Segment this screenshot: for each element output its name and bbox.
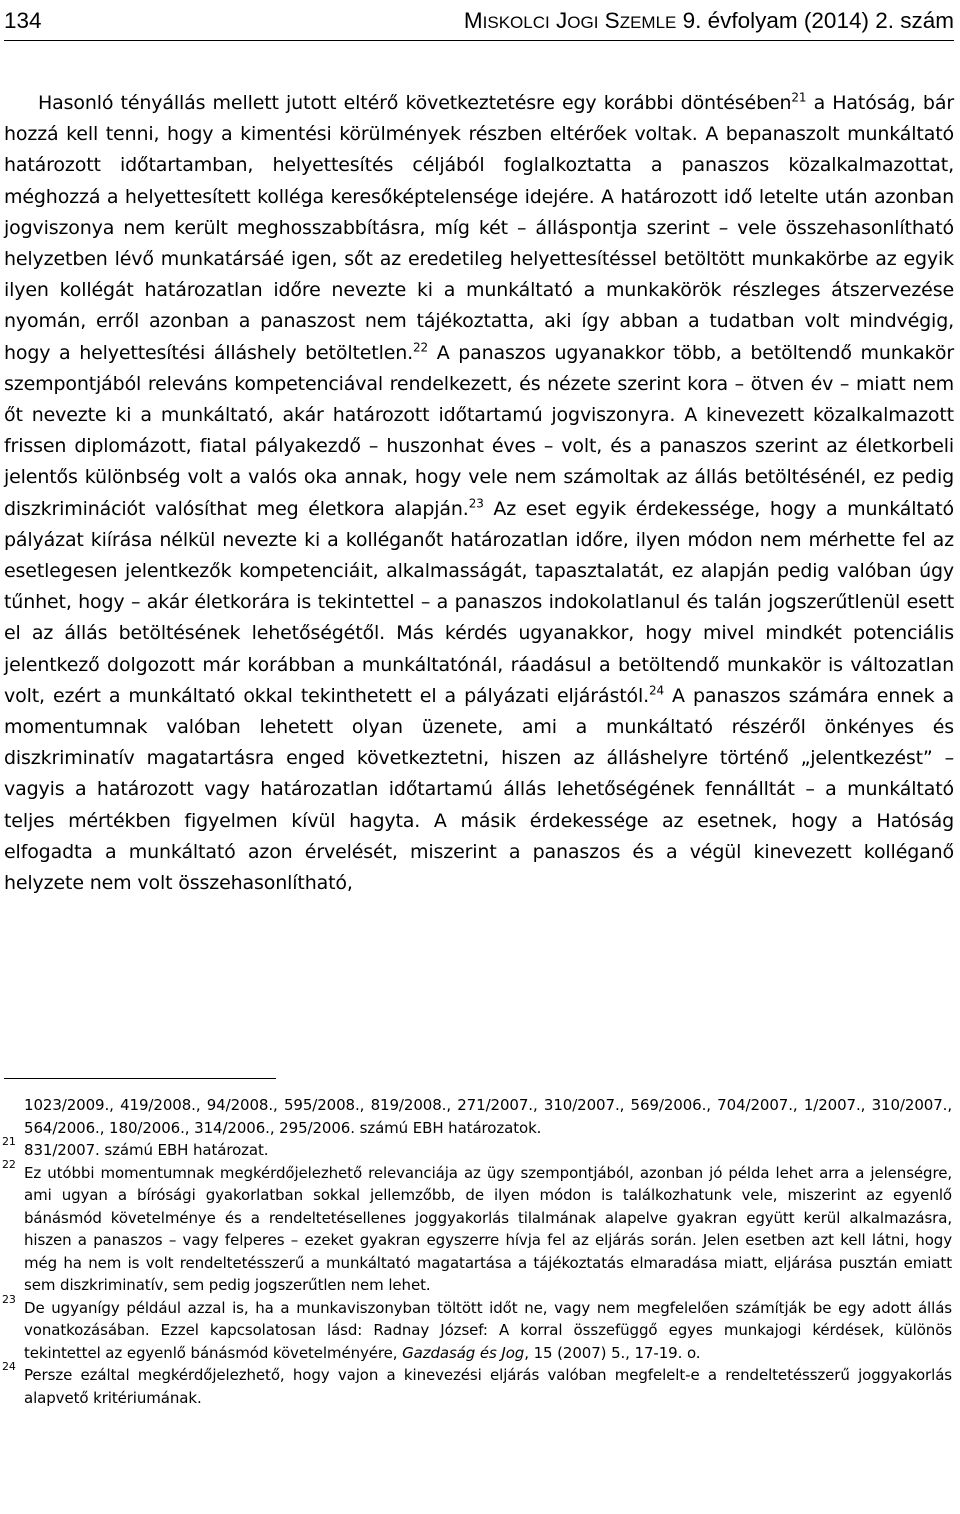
journal-issue: 9. évfolyam (2014) 2. szám [676, 8, 954, 33]
footnote-continuation: 1023/2009., 419/2008., 94/2008., 595/2008., 819/2008., 271/2007., 310/2007., 569/2006., 704/2007., 1/2007., 310/2007., 564/2006., 180/2006., 314/2006., 295/2006. számú EBH határozatok. [24, 1096, 952, 1137]
footnote-number: 21 [2, 1135, 16, 1148]
paragraph: Hasonló tényállás mellett jutott eltérő következtetésre egy korábbi döntésében$^{21}$ a Hatóság, bár hozzá kell tenni, hogy a kimentési körülmények részben eltérőek voltak. A bepanaszolt munkáltató határozott időtartamban, helyettesítés céljából foglalkoztatta a panaszos közalkalmazottat, méghozzá a helyettesített kolléga keresőképtelensége idejére. A határozott idő letelte után azonban jogviszonya nem került meghosszabbításra, míg két – álláspontja szerint – vele összehasonlítható helyzetben lévő munkatársáé igen, sőt az eredetileg helyettesítéssel betöltött munkakörbe az egyik ilyen kollégát határozatlan időre nevezte ki a munkáltató a munkakörök részleges átszervezése nyomán, erről azonban a panaszost nem tájékoztatta, aki így abban a tudatban volt mindvégig, hogy a helyettesítési álláshely betöltetlen.$^{22}$ A panaszos ugyanakkor több, a betöltendő munkakör szempontjából releváns kompetenciával rendelkezett, és nézete szerint kora – ötven év – miatt nem őt nevezte ki a munkáltató, akár határozott időtartamú jogviszonyra. A kinevezett közalkalmazott frissen diplomázott, fiatal pályakezdő – huszonhat éves – volt, és a panaszos szerint az életkorbeli jelentős különbség volt a valós oka annak, hogy vele nem számoltak az állás betöltésénél, ez pedig diszkriminációt valósíthat meg életkora alapján.$^{23}$ Az eset egyik érdekessége, hogy a munkáltató pályázat kiírása nélkül nevezte ki a kolléganőt határozatlan időre, ilyen módon nem mérhette fel az esetlegesen jelentkezők kompetenciáit, alkalmasságát, tapasztalatát, ez alapján pedig valóban úgy tűnhet, hogy – akár életkorára is tekintettel – a panaszos indokolatlanul és talán jogszerűtlenül esett el az állás betöltésének lehetőségétől. Más kérdés ugyanakkor, hogy mivel mindkét potenciális jelentkező dolgozott már korábban a munkáltatónál, ráadásul a betöltendő munkakör is változatlan volt, ezért a munkáltató okkal tekinthetett el a pályázati eljárástól.$^{24}$ A panaszos számára ennek a momentumnak valóban lehetett olyan üzenete, ami a munkáltató részéről önkényes és diszkriminatív magatartásra enged következtetni, hiszen az álláshelyre történő „jelentkezést” – vagyis a határozott vagy határozatlan időtartamú állás lehetőségének fennálltát – a munkáltató teljes mértékben figyelmen kívül hagyta. A másik érdekessége az esetnek, hogy a Hatóság elfogadta a munkáltató azon érvelését, miszerint a panaszos és a végül kinevezett kolléganő helyzete nem volt összehasonlítható, [4, 90, 954, 895]
footnote-23: 23 De ugyanígy például azzal is, ha a munkaviszonyban töltött időt ne, vagy nem megfelelően számítják be egy adott állás vonatkozásában. Ezzel kapcsolatosan lásd: Radnay József: A korral összefüggő egyes munkajogi kérdések, különös tekintettel az egyenlő bánásmód követelményére, Gazdaság és Jog, 15 (2007) 5., 17-19. o. [2, 1292, 952, 1362]
header-rule [4, 40, 954, 41]
footnote-22: 22 Ez utóbbi momentumnak megkérdőjelezhető relevanciája az ügy szempontjából, azonban jó példa lehet arra a jelenségre, ami ugyan a bírósági gyakorlatban sokkal jellemzőbb, de ilyen módon is találkozhatunk vele, miszerint az egyenlő bánásmód követelménye és a rendeltetésellenes joggyakorlás tilalmának alapelve gyakran együtt kerül alkalmazásra, hiszen a panaszos – vagy felperes – ezeket gyakran egyszerre hívja fel az eljárás során. Jelen esetben azt kell látni, hogy még ha nem is volt rendeltetésszerű a munkáltató magatartása a tájékoztatás elmaradása miatt, eljárása pusztán emiatt sem diszkriminatív, sem pedig jogszerűtlen nem lehet. [2, 1157, 952, 1294]
footnote-ref-21[interactable]: 21 [791, 90, 807, 105]
main-text [4, 88, 954, 899]
footnote-number: 22 [2, 1157, 16, 1171]
footnote-number: 23 [2, 1292, 16, 1306]
footnote-24: 24 Persze ezáltal megkérdőjelezhető, hogy vajon a kinevezési eljárás valóban megfelelt-e a rendeltetésszerű joggyakorlás alapvető kritériumának. [2, 1360, 952, 1407]
page-number: 134 [4, 8, 42, 33]
footnote-ref-22[interactable]: 22 [413, 340, 429, 355]
footnote-number: 24 [2, 1360, 16, 1373]
journal-citation: Gazdaság és Jog [402, 1343, 525, 1362]
footnote-rule [4, 1078, 276, 1079]
footnote-ref-23[interactable]: 23 [468, 496, 484, 511]
footnote-21: 21 831/2007. számú EBH határozat. [2, 1135, 269, 1159]
journal-title: MISKOLCI JOGI SZEMLE 9. évfolyam (2014) 2. szám [463, 8, 954, 33]
footnote-ref-24[interactable]: 24 [649, 683, 664, 698]
running-header [4, 2, 954, 42]
footnotes [0, 1094, 952, 1409]
